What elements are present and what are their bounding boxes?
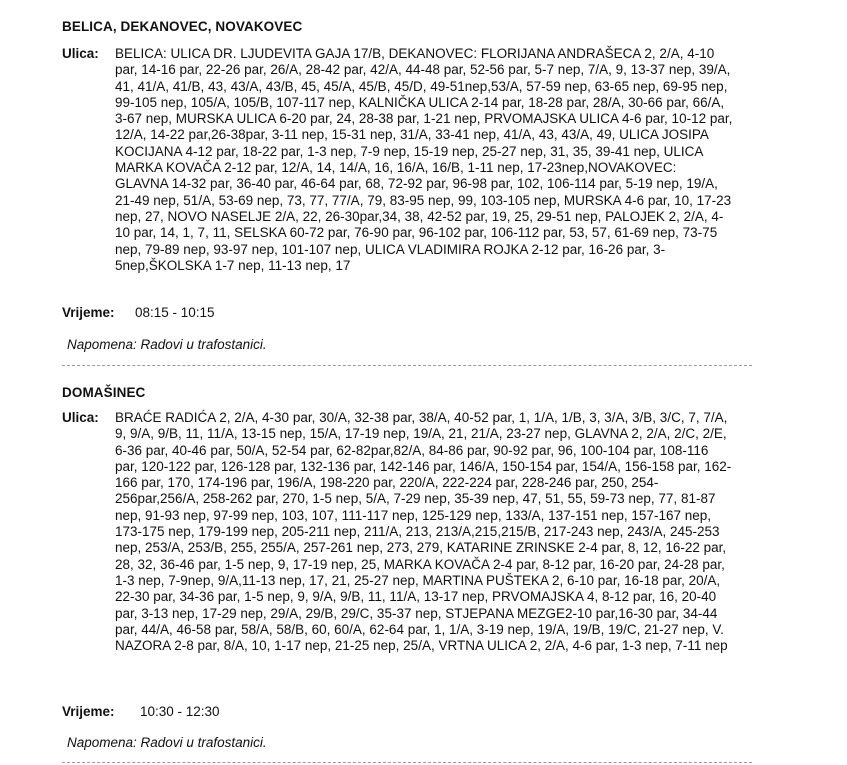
section-divider — [62, 762, 752, 763]
streets-list: BELICA: ULICA DR. LJUDEVITA GAJA 17/B, DEKANOVEC: FLORIJANA ANDRAŠECA 2, 2/A, 4-10 par, 14-16 par, 22-26 par, 26/A, 28-42 par, 42/A, 44-48 par, 52-56 par, 5-7 nep, 7/A, 9, 13-37 nep, 39/A, 41, 41/A, 41/B, 43, 43/A, 43/B, 45, 45/A, 45/B, 45/D, 49-51nep,53/A, 57-59 nep, 63-65 nep, 69-95 nep, 99-105 nep, 105/A, 105/B, 107-117 nep, KALNIČKA ULICA 2-14 par, 18-28 par, 28/A, 30-66 par, 66/A, 3-67 nep, MURSKA ULICA 6-20 par, 24, 28-38 par, 1-21 nep, PRVOMAJSKA ULICA 4-6 par, 10-12 par, 12/A, 14-22 par,26-38par, 3-11 nep, 15-31 nep, 31/A, 33-41 nep, 41/A, 43, 43/A, 49, ULICA JOSIPA KOCIJANA 4-12 par, 18-22 par, 1-3 nep, 7-9 nep, 15-19 nep, 25-27 nep, 31, 35, 39-41 nep, ULICA MARKA KOVAČA 2-12 par, 12/A, 14, 14/A, 16, 16/A, 16/B, 1-11 nep, 17-23nep,NOVAKOVEC: GLAVNA 14-32 par, 36-40 par, 46-64 par, 68, 72-92 par, 96-98 par, 102, 106-114 par, 5-19 nep, 19/A, 21-49 nep, 51/A, 53-69 nep, 73, 77, 77/A, 79, 83-95 nep, 99, 103-105 nep, MURSKA 4-6 par, 10, 17-23 nep, 27, NOVO NASELJE 2/A, 22, 26-30par,34, 38, 42-52 par, 19, 25, 29-51 nep, PALOJEK 2, 2/A, 4-10 par, 14, 1, 7, 11, SELSKA 60-72 par, 76-90 par, 96-102 par, 106-112 par, 53, 57, 61-69 nep, 73-75 nep, 79-89 nep, 93-97 nep, 101-107 nep, ULICA VLADIMIRA ROJKA 2-12 par, 16-26 par, 3-5nep,ŠKOLSKA 1-7 nep, 11-13 nep, 17 — [115, 46, 733, 273]
streets-label: Ulica: — [62, 410, 99, 425]
section-divider — [62, 365, 752, 366]
section-title: BELICA, DEKANOVEC, NOVAKOVEC — [62, 19, 303, 34]
time-value: 10:30 - 12:30 — [140, 704, 220, 719]
streets-label: Ulica: — [62, 46, 99, 61]
note-text: Napomena: Radovi u trafostanici. — [67, 735, 267, 750]
time-value: 08:15 - 10:15 — [135, 305, 215, 320]
time-label: Vrijeme: — [62, 305, 115, 320]
streets-list: BRAĆE RADIĆA 2, 2/A, 4-30 par, 30/A, 32-38 par, 38/A, 40-52 par, 1, 1/A, 1/B, 3, 3/A, 3/B, 3/C, 7, 7/A, 9, 9/A, 9/B, 11, 11/A, 13-15 nep, 15/A, 17-19 nep, 19/A, 21, 21/A, 23-27 nep, GLAVNA 2, 2/A, 2/C, 2/E, 6-36 par, 40-46 par, 50/A, 52-54 par, 62-82par,82/A, 84-86 par, 90-92 par, 96, 100-104 par, 108-116 par, 120-122 par, 126-128 par, 132-136 par, 142-146 par, 146/A, 150-154 par, 154/A, 156-158 par, 162-166 par, 170, 174-196 par, 196/A, 198-220 par, 220/A, 222-224 par, 228-246 par, 250, 254-256par,256/A, 258-262 par, 270, 1-5 nep, 5/A, 7-29 nep, 35-39 nep, 47, 51, 55, 59-73 nep, 77, 81-87 nep, 91-93 nep, 97-99 nep, 103, 107, 111-117 nep, 125-129 nep, 133/A, 137-151 nep, 157-167 nep, 173-175 nep, 179-199 nep, 205-211 nep, 211/A, 213, 213/A,215,215/B, 217-243 nep, 243/A, 245-253 nep, 253/A, 253/B, 255, 255/A, 257-261 nep, 273, 279, KATARINE ZRINSKE 2-4 par, 8, 12, 16-22 par, 28, 32, 36-46 par, 1-5 nep, 9, 17-19 nep, 25, MARKA KOVAČA 2-4 par, 8-12 par, 16-20 par, 24-28 par, 1-3 nep, 7-9nep, 9/A,11-13 nep, 17, 21, 25-27 nep, MARTINA PUŠTEKA 2, 6-10 par, 16-18 par, 20/A, 22-30 par, 34-36 par, 1-5 nep, 9, 9/A, 9/B, 11, 11/A, 13-17 nep, PRVOMAJSKA 4, 8-12 par, 16, 20-40 par, 3-13 nep, 17-29 nep, 29/A, 29/B, 29/C, 35-37 nep, STJEPANA MEZGE2-10 par,16-30 par, 34-44 par, 44/A, 46-58 par, 58/A, 58/B, 60, 60/A, 62-64 par, 1, 1/A, 3-19 nep, 19/A, 19/B, 19/C, 21-27 nep, V. NAZORA 2-8 par, 8/A, 10, 1-17 nep, 21-25 nep, 25/A, VRTNA ULICA 2, 2/A, 4-6 par, 1-3 nep, 7-11 nep — [115, 410, 732, 654]
section-title: DOMAŠINEC — [62, 385, 146, 400]
time-label: Vrijeme: — [62, 704, 115, 719]
note-text: Napomena: Radovi u trafostanici. — [67, 337, 267, 352]
